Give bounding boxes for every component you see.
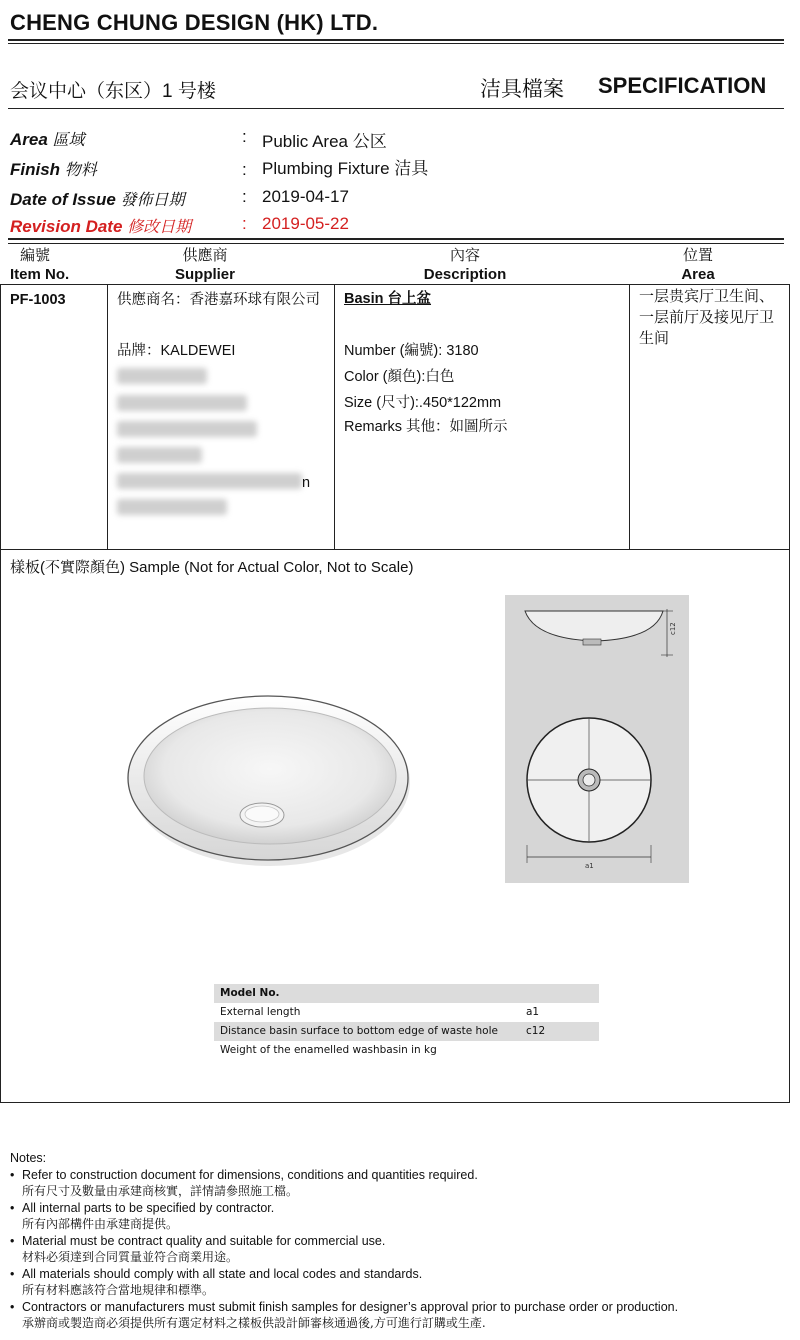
info-colon: :: [242, 160, 247, 179]
redacted-text: [117, 447, 202, 463]
location-area: 一层贵宾厅卫生间、一层前厅及接见厅卫生间: [639, 287, 775, 347]
info-value-finish: Plumbing Fixture 洁具: [262, 159, 429, 178]
company-name: CHENG CHUNG DESIGN (HK) LTD.: [10, 10, 379, 35]
note-item: • All internal parts to be specified by contractor.: [10, 1200, 275, 1215]
description-remarks: Remarks 其他：如圖所示: [344, 419, 508, 435]
notes-title: Notes:: [10, 1151, 47, 1165]
info-label-area: Area 區域: [10, 130, 85, 149]
info-value-issue-date: 2019-04-17: [262, 187, 349, 206]
basin-photo: [120, 690, 420, 870]
note-item: • Refer to construction document for dimensions, conditions and quantities required.: [10, 1167, 478, 1182]
column-divider: [107, 284, 108, 550]
redacted-text: [117, 421, 257, 437]
supplier-brand: 品牌：KALDEWEI: [117, 343, 236, 359]
column-divider: [629, 284, 630, 550]
header-rule: [8, 39, 784, 41]
info-rule: [8, 238, 784, 240]
dimension-table: [214, 984, 599, 1060]
note-item-cn: 承辦商或製造商必須提供所有選定材料之樣板供設計師審核通過後,方可進行訂購或生產.: [22, 1316, 486, 1330]
info-colon: :: [242, 187, 247, 206]
supplier-name: 供應商名：香港嘉环球有限公司: [117, 292, 320, 308]
info-label-revision-date: Revision Date 修改日期: [10, 217, 192, 236]
description-color: Color (顏色):白色: [344, 369, 455, 385]
info-rule-thin: [8, 243, 784, 244]
column-header-supplier: 供應商 Supplier: [174, 246, 235, 283]
sample-title: 樣板(不實際顏色) Sample (Not for Actual Color, Not to Scale): [10, 559, 414, 576]
item-number: PF-1003: [10, 292, 66, 308]
column-divider: [334, 284, 335, 550]
info-value-revision-date: 2019-05-22: [262, 214, 349, 233]
note-item: • Contractors or manufacturers must submit finish samples for designer’s approval prior to purchase order or production.: [10, 1299, 679, 1314]
note-item-cn: 所有材料應該符合當地規律和標準。: [22, 1283, 215, 1297]
spec-title-cn: 洁具檔案: [480, 78, 564, 101]
info-label-issue-date: Date of Issue 發佈日期: [10, 190, 185, 209]
description-title: Basin 台上盆: [344, 291, 432, 307]
dimension-table-header: Model No.: [214, 984, 599, 1003]
info-colon: :: [242, 214, 247, 233]
spec-title-en: SPECIFICATION: [598, 73, 767, 98]
project-rule: [8, 108, 784, 109]
dimension-row: Distance basin surface to bottom edge of waste hole c12: [214, 1022, 599, 1041]
note-item-cn: 材料必須達到合同質量並符合商業用途。: [22, 1250, 239, 1264]
width-dimension-label: a1: [585, 862, 594, 870]
height-dimension-label: c12: [669, 622, 677, 635]
dimension-row: External length a1: [220, 1006, 540, 1018]
column-header-area: 位置 Area: [681, 246, 715, 283]
redacted-text: [117, 395, 247, 411]
info-value-area: Public Area 公区: [262, 132, 387, 151]
redacted-text: [117, 473, 302, 489]
info-label-finish: Finish 物料: [10, 160, 97, 179]
redacted-text-tail: n: [302, 475, 311, 491]
project-name: 会议中心（东区）1 号楼: [10, 81, 216, 102]
redacted-text: [117, 368, 207, 384]
note-item-cn: 所有內部構件由承建商提供。: [22, 1217, 179, 1231]
redacted-text: [117, 499, 227, 515]
description-number: Number (編號): 3180: [344, 343, 479, 359]
technical-drawing: [505, 595, 689, 883]
note-item-cn: 所有尺寸及數量由承建商核實，詳情請參照施工檔。: [22, 1184, 299, 1198]
description-size: Size (尺寸):.450*122mm: [344, 395, 502, 411]
note-item: • Material must be contract quality and suitable for commercial use.: [10, 1233, 386, 1248]
column-header-description: 內容 Description: [423, 246, 507, 283]
notes-section: [10, 1150, 790, 1332]
header-rule-thin: [8, 43, 784, 44]
note-item: • All materials should comply with all state and local codes and standards.: [10, 1266, 423, 1281]
info-colon: :: [242, 127, 247, 146]
dimension-row: Weight of the enamelled washbasin in kg: [220, 1044, 437, 1056]
column-header-item-no: 編號 Item No.: [10, 246, 70, 283]
